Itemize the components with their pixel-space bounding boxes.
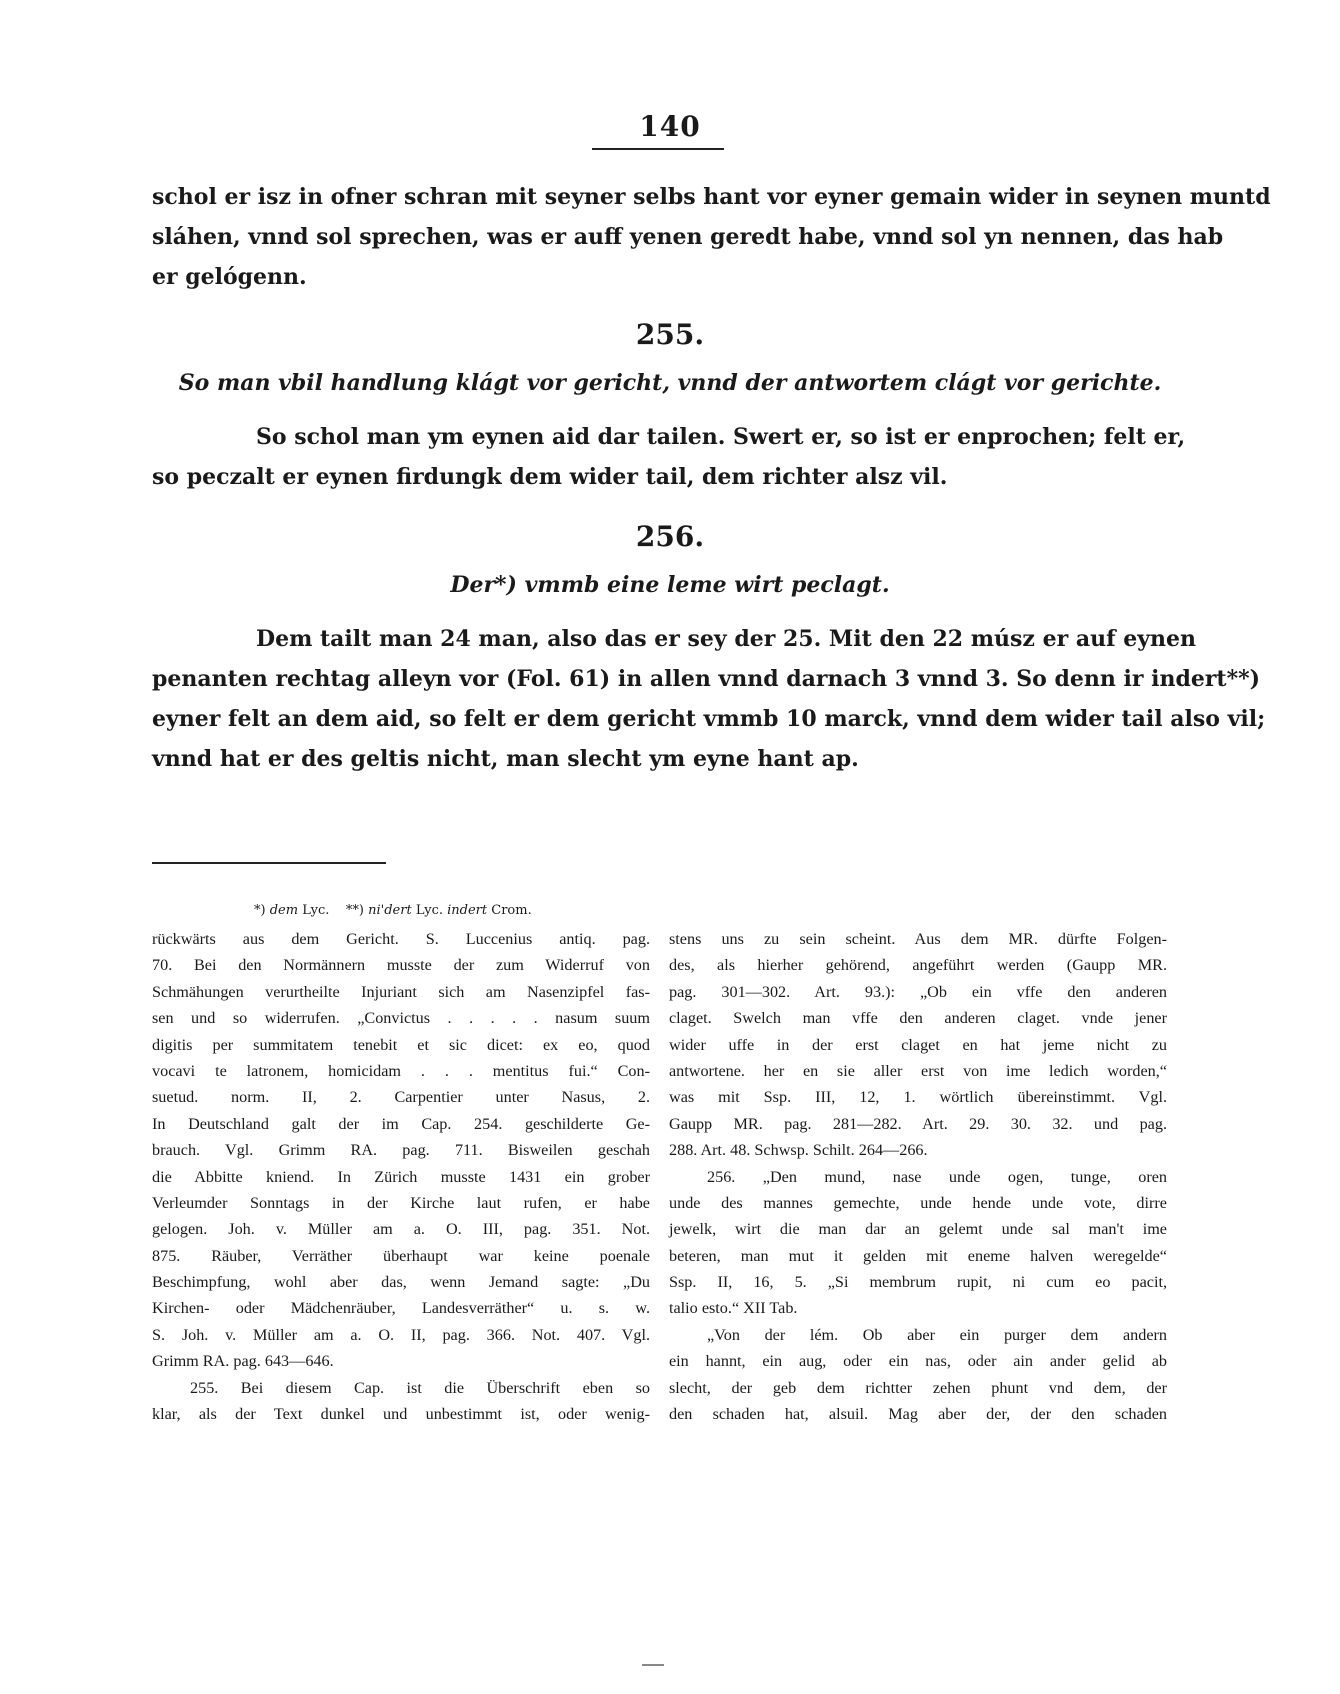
commentary-line: Verleumder Sonntags in der Kirche laut rufen, er habe: [152, 1193, 650, 1212]
commentary-left-column: [152, 926, 650, 1427]
section-256-line: eyner felt an dem aid, so felt er dem gericht vmmb 10 marck, vnnd dem wider tail also vil;: [152, 706, 1266, 732]
commentary-line: rückwärts aus dem Gericht. S. Luccenius antiq. pag.: [152, 930, 650, 948]
commentary-line: pag. 301—302. Art. 93.): „Ob ein vffe den anderen: [669, 982, 1167, 1001]
section-title-256: Der*) vmmb eine leme wirt peclagt.: [450, 572, 890, 598]
footnote-1-text: dem: [269, 903, 299, 918]
commentary-line: stens uns zu sein scheint. Aus dem MR. dürfte Folgen-: [669, 930, 1167, 948]
commentary-line: was mit Ssp. III, 12, 1. wörtlich übereinstimmt. Vgl.: [669, 1088, 1167, 1107]
commentary-line: 288. Art. 48. Schwsp. Schilt. 264—266.: [669, 1141, 928, 1160]
commentary-line: jewelk, wirt die man dar an gelemt unde sal man't ime: [669, 1220, 1167, 1239]
commentary-line: digitis per summitatem tenebit et sic dicet: ex eo, quod: [152, 1035, 650, 1054]
commentary-line: In Deutschland galt der im Cap. 254. geschilderte Ge-: [152, 1114, 650, 1133]
footnote-1-source: Lyc.: [302, 903, 330, 918]
section-256-line: Dem tailt man 24 man, also das er sey der 25. Mit den 22 músz er auf eynen: [256, 626, 1196, 652]
commentary-line: Ssp. II, 16, 5. „Si membrum rupit, ni cum eo pacit,: [669, 1273, 1167, 1292]
section-number-255: 255.: [635, 318, 705, 351]
commentary-line: Gaupp MR. pag. 281—282. Art. 29. 30. 32. und pag.: [669, 1114, 1167, 1133]
commentary-line: wider uffe in der erst claget en hat jeme nicht zu: [669, 1035, 1167, 1054]
commentary-line: talio esto.“ XII Tab.: [669, 1299, 798, 1318]
footnote-rule: [152, 862, 386, 864]
commentary-line: 256. „Den mund, nase unde ogen, tunge, oren: [707, 1167, 1167, 1186]
commentary-line: vocavi te latronem, homicidam . . . mentitus fui.“ Con-: [152, 1061, 650, 1080]
section-256-line: penanten rechtag alleyn vor (Fol. 61) in allen vnnd darnach 3 vnnd 3. So denn ir indert**): [152, 666, 1260, 692]
commentary-line: ein hannt, ein aug, oder ein nas, oder ain ander gelid ab: [669, 1352, 1167, 1371]
intro-line: sláhen, vnnd sol sprechen, was er auff yenen geredt habe, vnnd sol yn nennen, das hab: [152, 224, 1224, 250]
footnote-2-source: Lyc.: [415, 903, 443, 918]
commentary-line: sen und so widerrufen. „Convictus . . . . . nasum suum: [152, 1009, 650, 1028]
page-bottom-dash: [642, 1664, 664, 1666]
footnote-2-mark: **): [345, 903, 364, 918]
page-number-rule: [592, 148, 724, 150]
commentary-right-column: [669, 926, 1167, 1427]
footnote-2-text-b: indert: [447, 903, 488, 918]
intro-line: schol er isz in ofner schran mit seyner selbs hant vor eyner gemain wider in seynen muntd: [152, 184, 1271, 210]
commentary-line: Kirchen- oder Mädchenräuber, Landesverräther“ u. s. w.: [152, 1299, 650, 1318]
footnote-2-text: ni'dert: [368, 903, 412, 918]
footnote-1-mark: *): [254, 903, 266, 918]
commentary-line: slecht, der geb dem richtter zehen phunt vnd dem, der: [669, 1378, 1167, 1397]
commentary-line: beteren, man mut it gelden mit eneme halven weregelde“: [669, 1246, 1167, 1265]
commentary-line: klar, als der Text dunkel und unbestimmt ist, oder wenig-: [152, 1405, 650, 1424]
page-number: 140: [639, 110, 701, 143]
commentary-line: den schaden hat, alsuil. Mag aber der, der den schaden: [669, 1405, 1167, 1424]
commentary-line: 70. Bei den Normännern musste der zum Widerruf von: [152, 956, 650, 975]
commentary-line: Grimm RA. pag. 643—646.: [152, 1352, 334, 1371]
commentary-line: gelogen. Joh. v. Müller am a. O. III, pag. 351. Not.: [152, 1220, 650, 1239]
commentary-line: suetud. norm. II, 2. Carpentier unter Nasus, 2.: [152, 1088, 650, 1107]
section-255-line: So schol man ym eynen aid dar tailen. Swert er, so ist er enprochen; felt er,: [256, 424, 1186, 450]
commentary-line: die Abbitte kniend. In Zürich musste 1431 ein grober: [152, 1167, 650, 1186]
commentary-line: S. Joh. v. Müller am a. O. II, pag. 366. Not. 407. Vgl.: [152, 1325, 650, 1344]
commentary-line: claget. Swelch man vffe den anderen claget. vnde jener: [669, 1009, 1167, 1028]
commentary-line: 875. Räuber, Verräther überhaupt war keine poenale: [152, 1246, 650, 1265]
commentary-line: Beschimpfung, wohl aber das, wenn Jemand sagte: „Du: [152, 1273, 650, 1292]
commentary-line: antwortene. her en sie aller erst von ime ledich worden,“: [669, 1061, 1167, 1080]
commentary-line: „Von der lém. Ob aber ein purger dem andern: [707, 1325, 1167, 1344]
intro-line: er gelógenn.: [152, 264, 307, 290]
commentary-line: Schmähungen verurtheilte Injuriant sich am Nasenzipfel fas-: [152, 982, 650, 1001]
commentary-line: 255. Bei diesem Cap. ist die Überschrift eben so: [190, 1378, 650, 1397]
section-255-line: so peczalt er eynen firdungk dem wider tail, dem richter alsz vil.: [152, 464, 948, 490]
commentary-line: brauch. Vgl. Grimm RA. pag. 711. Bisweilen geschah: [152, 1141, 650, 1160]
section-title-255: So man vbil handlung klágt vor gericht, vnnd der antwortem clágt vor gerichte.: [178, 370, 1162, 396]
section-256-line: vnnd hat er des geltis nicht, man slecht ym eyne hant ap.: [152, 746, 859, 772]
footnote-2-source-b: Crom.: [491, 903, 532, 918]
commentary-line: unde des mannes gemechte, unde hende unde vote, dirre: [669, 1193, 1167, 1212]
section-number-256: 256.: [635, 520, 705, 553]
footnote-marks: [254, 903, 532, 918]
commentary-line: des, als hierher gehörend, angeführt werden (Gaupp MR.: [669, 956, 1167, 975]
